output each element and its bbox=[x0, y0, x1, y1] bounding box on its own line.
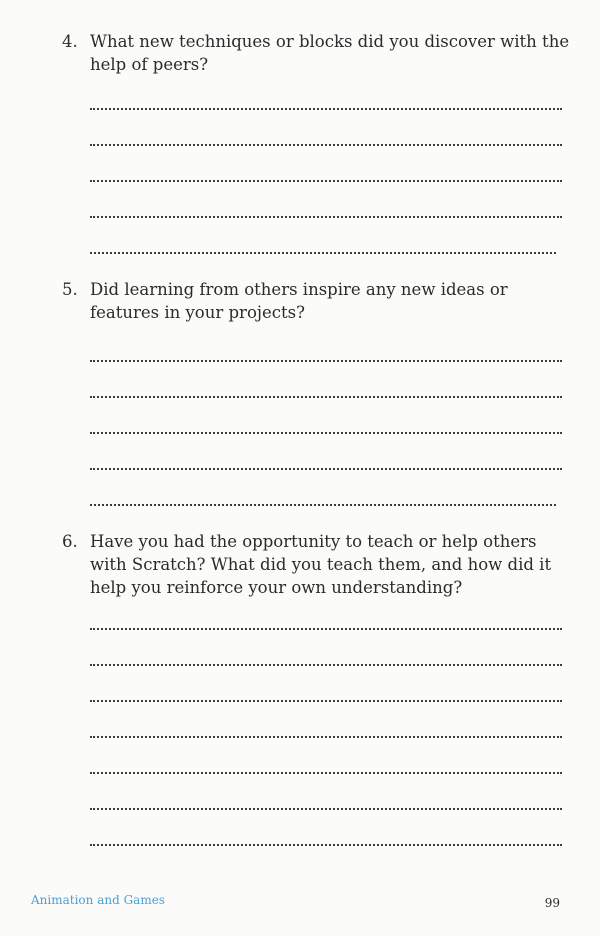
answer-line[interactable] bbox=[90, 700, 562, 702]
page-number: 99 bbox=[544, 896, 560, 910]
answer-line[interactable] bbox=[90, 628, 562, 630]
answer-line[interactable] bbox=[90, 664, 562, 666]
question-text: Did learning from others inspire any new ideas or features in your projects? bbox=[90, 280, 508, 322]
answer-line[interactable] bbox=[90, 108, 562, 110]
question-text: Have you had the opportunity to teach or help others with Scratch? What did you teach them, and how did it help you reinforce your own understanding? bbox=[90, 532, 552, 597]
answer-line[interactable] bbox=[90, 808, 562, 810]
answer-lines-5 bbox=[90, 360, 562, 506]
answer-line[interactable] bbox=[90, 396, 562, 398]
answer-line[interactable] bbox=[90, 504, 556, 506]
question-number: 4. bbox=[62, 32, 78, 51]
answer-line[interactable] bbox=[90, 180, 562, 182]
answer-lines-6 bbox=[90, 628, 562, 846]
question-5 bbox=[62, 278, 572, 324]
answer-line[interactable] bbox=[90, 468, 562, 470]
answer-lines-4 bbox=[90, 108, 562, 254]
answer-line[interactable] bbox=[90, 216, 562, 218]
answer-line[interactable] bbox=[90, 772, 562, 774]
footer-section-title: Animation and Games bbox=[31, 893, 165, 907]
answer-line[interactable] bbox=[90, 844, 562, 846]
answer-line[interactable] bbox=[90, 736, 562, 738]
answer-line[interactable] bbox=[90, 144, 562, 146]
question-number: 6. bbox=[62, 532, 78, 551]
question-number: 5. bbox=[62, 280, 78, 299]
answer-line[interactable] bbox=[90, 360, 562, 362]
question-4 bbox=[62, 30, 572, 76]
question-6 bbox=[62, 530, 572, 599]
answer-line[interactable] bbox=[90, 432, 562, 434]
answer-line[interactable] bbox=[90, 252, 556, 254]
question-text: What new techniques or blocks did you discover with the help of peers? bbox=[90, 32, 570, 74]
